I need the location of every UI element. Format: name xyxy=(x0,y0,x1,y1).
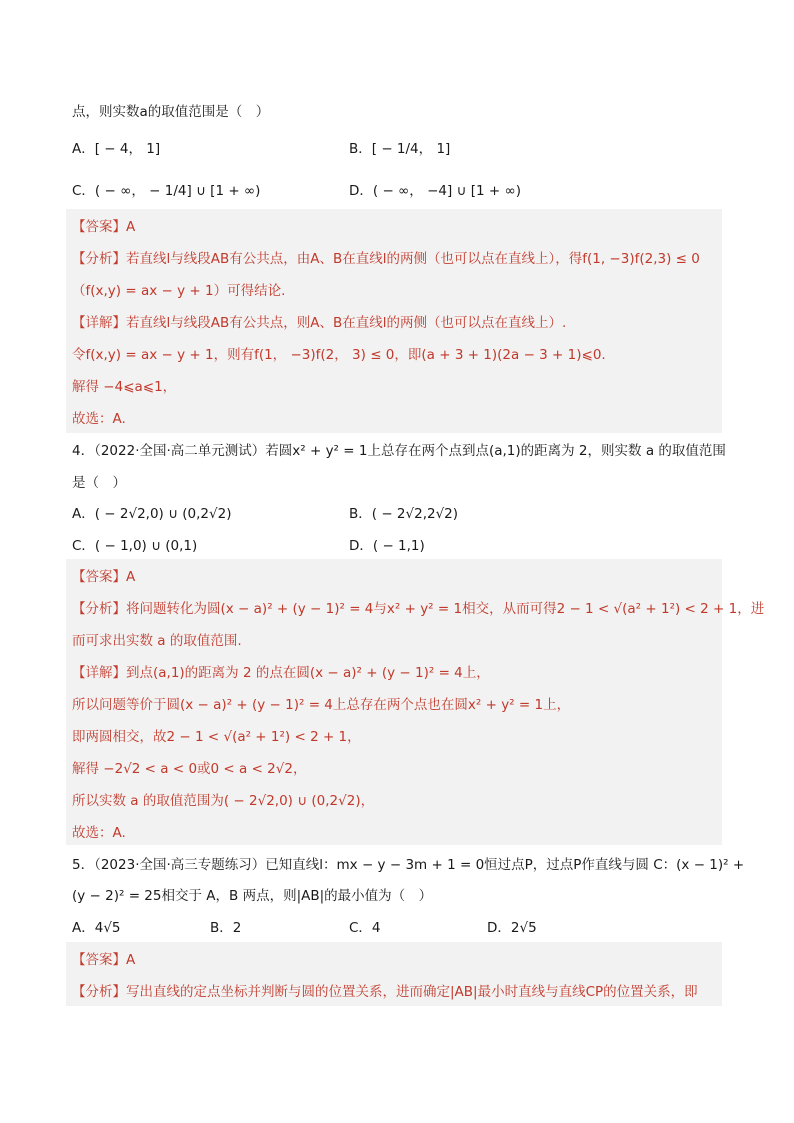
q4-analysis-line xyxy=(72,599,764,619)
analysis-tag: 【分析】 xyxy=(72,601,126,617)
q4-detail-line xyxy=(72,663,490,683)
answer-tag: 【答案】 xyxy=(72,569,126,585)
q3-option-a: A．[ − 4， 1] xyxy=(72,141,161,157)
q3-answer-line xyxy=(72,217,135,237)
detail-tag: 【详解】 xyxy=(72,315,126,331)
analysis-tag: 【分析】 xyxy=(72,251,126,267)
q5-stem-line-1: 5．（2023·全国·高三专题练习）已知直线l：mx − y − 3m + 1 = 0恒过点P，过点P作直线与圆 C：(x − 1)² + xyxy=(72,857,745,873)
analysis-tag: 【分析】 xyxy=(72,984,126,1000)
analysis-text: 将问题转化为圆(x − a)² + (y − 1)² = 4与x² + y² = 1相交，从而可得2 − 1 < √(a² + 1²) < 2 + 1，进 xyxy=(126,601,765,617)
q3-option-b: B．[ − 1/4， 1] xyxy=(349,141,451,157)
answer-tag: 【答案】 xyxy=(72,219,126,235)
q5-answer-line xyxy=(72,950,135,970)
q5-option-d: D．2√5 xyxy=(487,920,537,936)
q4-answer-line xyxy=(72,567,135,587)
q4-option-a: A．( − 2√2,0) ∪ (0,2√2) xyxy=(72,506,232,522)
answer-value: A xyxy=(126,219,136,235)
answer-value: A xyxy=(126,569,136,585)
q3-stem-tail: 点，则实数a的取值范围是（ ） xyxy=(72,104,270,120)
q4-detail-line-5: 所以实数 a 的取值范围为( − 2√2,0) ∪ (0,2√2)， xyxy=(72,793,375,809)
q4-detail-line-2: 所以问题等价于圆(x − a)² + (y − 1)² = 4上总存在两个点也在圆x² + y² = 1上， xyxy=(72,697,571,713)
q5-option-a: A．4√5 xyxy=(72,920,121,936)
q3-detail-line xyxy=(72,313,566,333)
q4-stem-line-2: 是（ ） xyxy=(72,475,126,491)
detail-text: 若直线l与线段AB有公共点，则A、B在直线l的两侧（也可以点在直线上）. xyxy=(126,315,567,331)
q4-option-d: D．( − 1,1) xyxy=(349,538,425,554)
q3-analysis-line xyxy=(72,249,700,269)
q3-detail-line-3: 解得 −4⩽a⩽1， xyxy=(72,379,177,395)
q5-stem-line-2: (y − 2)² = 25相交于 A，B 两点，则|AB|的最小值为（ ） xyxy=(72,888,433,904)
q4-option-c: C．( − 1,0) ∪ (0,1) xyxy=(72,538,198,554)
q4-detail-line-6: 故选：A. xyxy=(72,825,126,841)
answer-value: A xyxy=(126,952,136,968)
analysis-text: 若直线l与线段AB有公共点，由A、B在直线l的两侧（也可以点在直线上），得f(1, −3)f(2,3) ≤ 0 xyxy=(126,251,700,267)
q3-analysis-line-2: （f(x,y) = ax − y + 1）可得结论. xyxy=(72,283,286,299)
q4-option-b: B．( − 2√2,2√2) xyxy=(349,506,459,522)
answer-tag: 【答案】 xyxy=(72,952,126,968)
analysis-text: 写出直线的定点坐标并判断与圆的位置关系，进而确定|AB|最小时直线与直线CP的位置关系，即 xyxy=(126,984,698,1000)
detail-tag: 【详解】 xyxy=(72,665,126,681)
q4-detail-line-4: 解得 −2√2 < a < 0或0 < a < 2√2， xyxy=(72,761,307,777)
detail-text: 到点(a,1)的距离为 2 的点在圆(x − a)² + (y − 1)² = 4上， xyxy=(126,665,490,681)
q3-detail-line-2: 令f(x,y) = ax − y + 1，则有f(1， −3)f(2， 3) ≤ 0，即(a + 3 + 1)(2a − 3 + 1)⩽0. xyxy=(72,347,606,363)
q5-analysis-line xyxy=(72,982,698,1002)
q4-detail-line-3: 即两圆相交，故2 − 1 < √(a² + 1²) < 2 + 1， xyxy=(72,729,361,745)
q4-analysis-line-2: 而可求出实数 a 的取值范围. xyxy=(72,633,242,649)
q3-option-c: C．( − ∞， − 1/4] ∪ [1 + ∞) xyxy=(72,183,261,199)
q4-stem-line-1: 4．（2022·全国·高二单元测试）若圆x² + y² = 1上总存在两个点到点(a,1)的距离为 2，则实数 a 的取值范围 xyxy=(72,443,726,459)
q3-detail-line-4: 故选：A. xyxy=(72,411,126,427)
q5-option-b: B．2 xyxy=(210,920,242,936)
q5-option-c: C．4 xyxy=(349,920,381,936)
q3-option-d: D．( − ∞， −4] ∪ [1 + ∞) xyxy=(349,183,521,199)
